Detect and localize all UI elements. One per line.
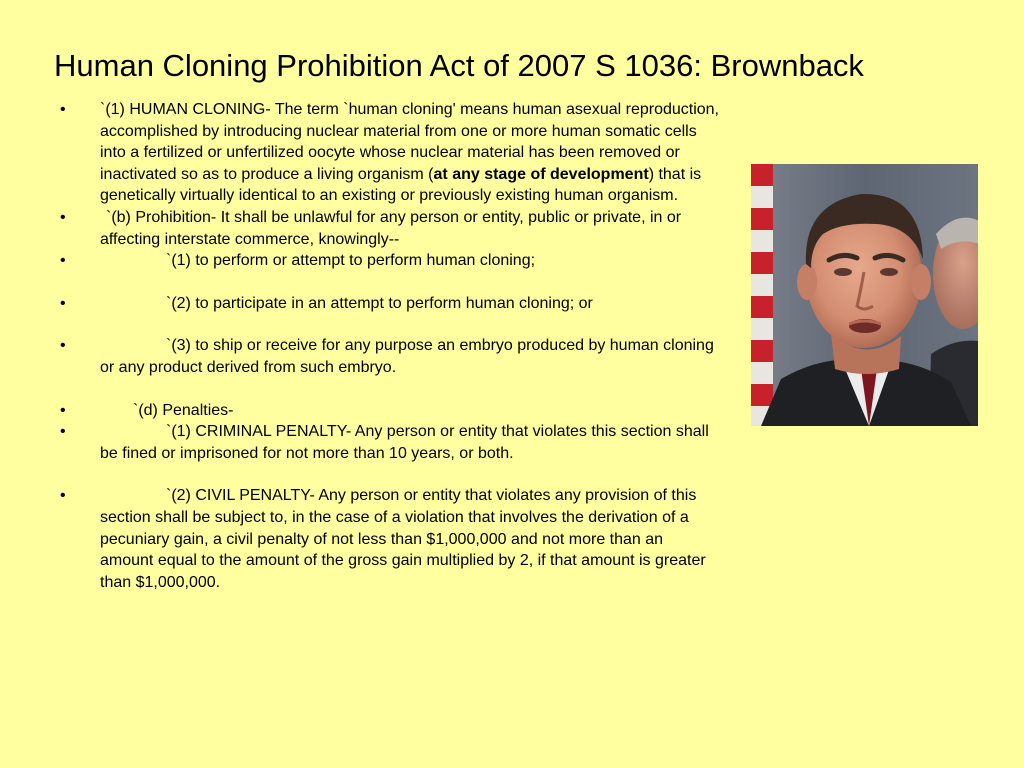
bullet-text: `(b) Prohibition- It shall be unlawful for any person or entity, public or private, in or affecting interstate commerce, knowingly--	[100, 208, 682, 248]
bullet-marker: •	[60, 252, 66, 270]
bullet-item	[56, 335, 720, 378]
bullet-text: `(1) to perform or attempt to perform human cloning;	[166, 252, 536, 270]
bullet-marker: •	[60, 294, 66, 312]
bullet-text: `(1) CRIMINAL PENALTY- Any person or entity that violates this section shall be fined or imprisoned for not more than 10 years, or both.	[100, 423, 709, 462]
bullet-marker: •	[60, 101, 66, 118]
bullet-text: `(d) Penalties-	[133, 401, 234, 419]
portrait-photo	[751, 164, 978, 426]
bullet-list	[56, 99, 720, 593]
bullet-item	[56, 400, 720, 422]
bullet-text-bold: at any stage of development	[433, 165, 649, 183]
bullet-item	[56, 485, 720, 593]
bullet-item	[56, 207, 720, 250]
slide-title: Human Cloning Prohibition Act of 2007 S 1036: Brownback	[54, 48, 864, 83]
bullet-text: `(3) to ship or receive for any purpose an embryo produced by human cloning or any product derived from such embryo.	[100, 337, 714, 376]
bullet-text: `(1) HUMAN CLONING- The term `human cloning' means human asexual reproduction, accomplished by introducing nuclear material from one or more human somatic cells into a fertilized or unfertilized oocyte whose nuclear material has been removed or inactivated so as to produce a living organism (	[100, 101, 719, 183]
bullet-marker: •	[60, 208, 66, 226]
bullet-marker: •	[60, 337, 66, 355]
bullet-item	[56, 99, 720, 207]
bullet-marker: •	[60, 423, 66, 441]
bullet-item	[56, 421, 720, 464]
bullet-marker: •	[60, 487, 66, 505]
bullet-item	[56, 293, 720, 315]
bullet-marker: •	[60, 401, 66, 419]
bullet-item	[56, 250, 720, 272]
bullet-text: `(2) CIVIL PENALTY- Any person or entity that violates any provision of this section shall be subject to, in the case of a violation that involves the derivation of a pecuniary gain, a civil penalty of not less than $1,000,000 and not more than an amount equal to the amount of the gross gain multiplied by 2, if that amount is greater than $1,000,000.	[100, 487, 706, 591]
bullet-text: ) that is genetically virtually identical to an existing or previously existing human organism.	[100, 165, 702, 205]
bullet-text: `(2) to participate in an attempt to perform human cloning; or	[166, 294, 593, 312]
